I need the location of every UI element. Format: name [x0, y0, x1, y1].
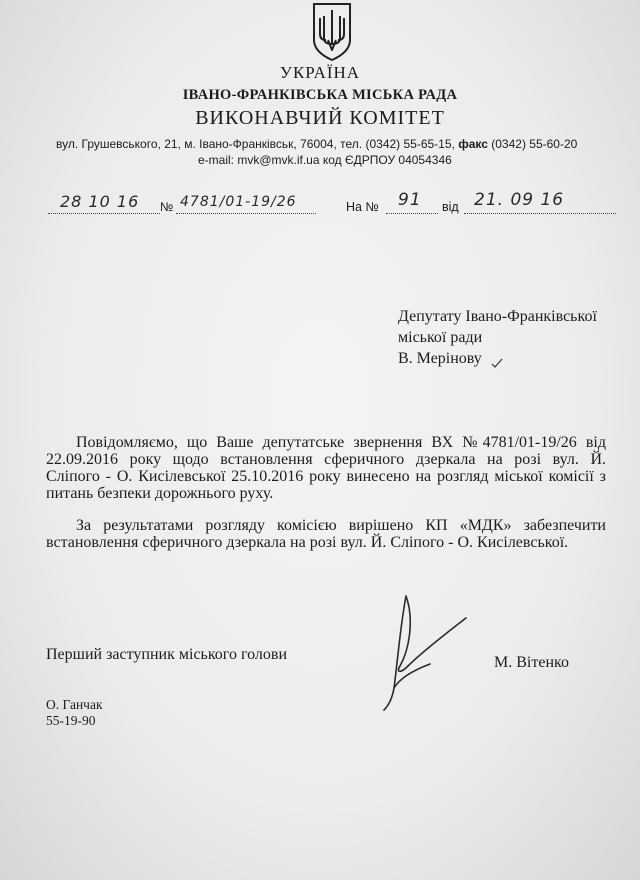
header-email-line — [198, 153, 452, 167]
recipient-line-2: міської ради — [398, 329, 483, 346]
tel-label: тел. — [340, 137, 363, 151]
reply-number: 91 — [398, 190, 422, 210]
recipient-line-1: Депутату Івано-Франківської — [398, 308, 597, 325]
from-label: від — [442, 200, 459, 214]
body-p2-line-1: За результатами розгляду комісією вирішено КП «МДК» забезпечити — [76, 517, 606, 534]
signatory-name: М. Вітенко — [494, 654, 569, 671]
reply-label: На № — [346, 200, 379, 214]
body-p1-line-1: Повідомляємо, що Ваше депутатське звернення ВХ №4781/01-19/26 від — [76, 434, 606, 451]
trident-emblem — [306, 0, 358, 62]
number-sign: № — [160, 200, 174, 214]
tel-value: (0342) 55-65-15, — [365, 137, 455, 151]
signatory-title: Перший заступник міського голови — [46, 646, 288, 663]
fax-value: (0342) 55-60-20 — [491, 137, 578, 151]
executor-name: О. Ганчак — [46, 697, 103, 712]
outgoing-date: 28 10 16 — [60, 192, 140, 211]
header-committee: ВИКОНАВЧИЙ КОМІТЕТ — [195, 107, 445, 129]
body-p1-line-4: питань безпеки дорожнього руху. — [46, 485, 274, 502]
header-address-line — [56, 137, 577, 151]
email: e-mail: mvk@mvk.if.ua — [198, 153, 320, 167]
recipient-line-3: В. Мерінову — [398, 350, 482, 367]
check-mark-icon — [490, 356, 504, 370]
reply-date: 21. 09 16 — [474, 190, 565, 210]
address: вул. Грушевського, 21, м. Івано-Франківськ, 76004, — [56, 137, 337, 151]
executor-phone: 55-19-90 — [46, 713, 96, 728]
body-p2-line-2: встановлення сферичного дзеркала на розі вул. Й. Сліпого - О. Кисілевської. — [46, 534, 569, 551]
handwritten-signature — [370, 588, 480, 718]
body-p1-line-3: Сліпого - О. Кисілевської 25.10.2016 року винесено на розгляд міської комісії з — [46, 468, 606, 485]
body-p1-line-2: 22.09.2016 року щодо встановлення сферичного дзеркала на розі вул. Й. — [46, 451, 606, 468]
edrpou-code: код ЄДРПОУ 04054346 — [322, 153, 452, 167]
header-council: ІВАНО-ФРАНКІВСЬКА МІСЬКА РАДА — [182, 87, 458, 103]
fax-label: факс — [458, 137, 488, 151]
outgoing-number: 4781/01-19/26 — [180, 194, 297, 210]
header-country: УКРАЇНА — [279, 63, 361, 82]
